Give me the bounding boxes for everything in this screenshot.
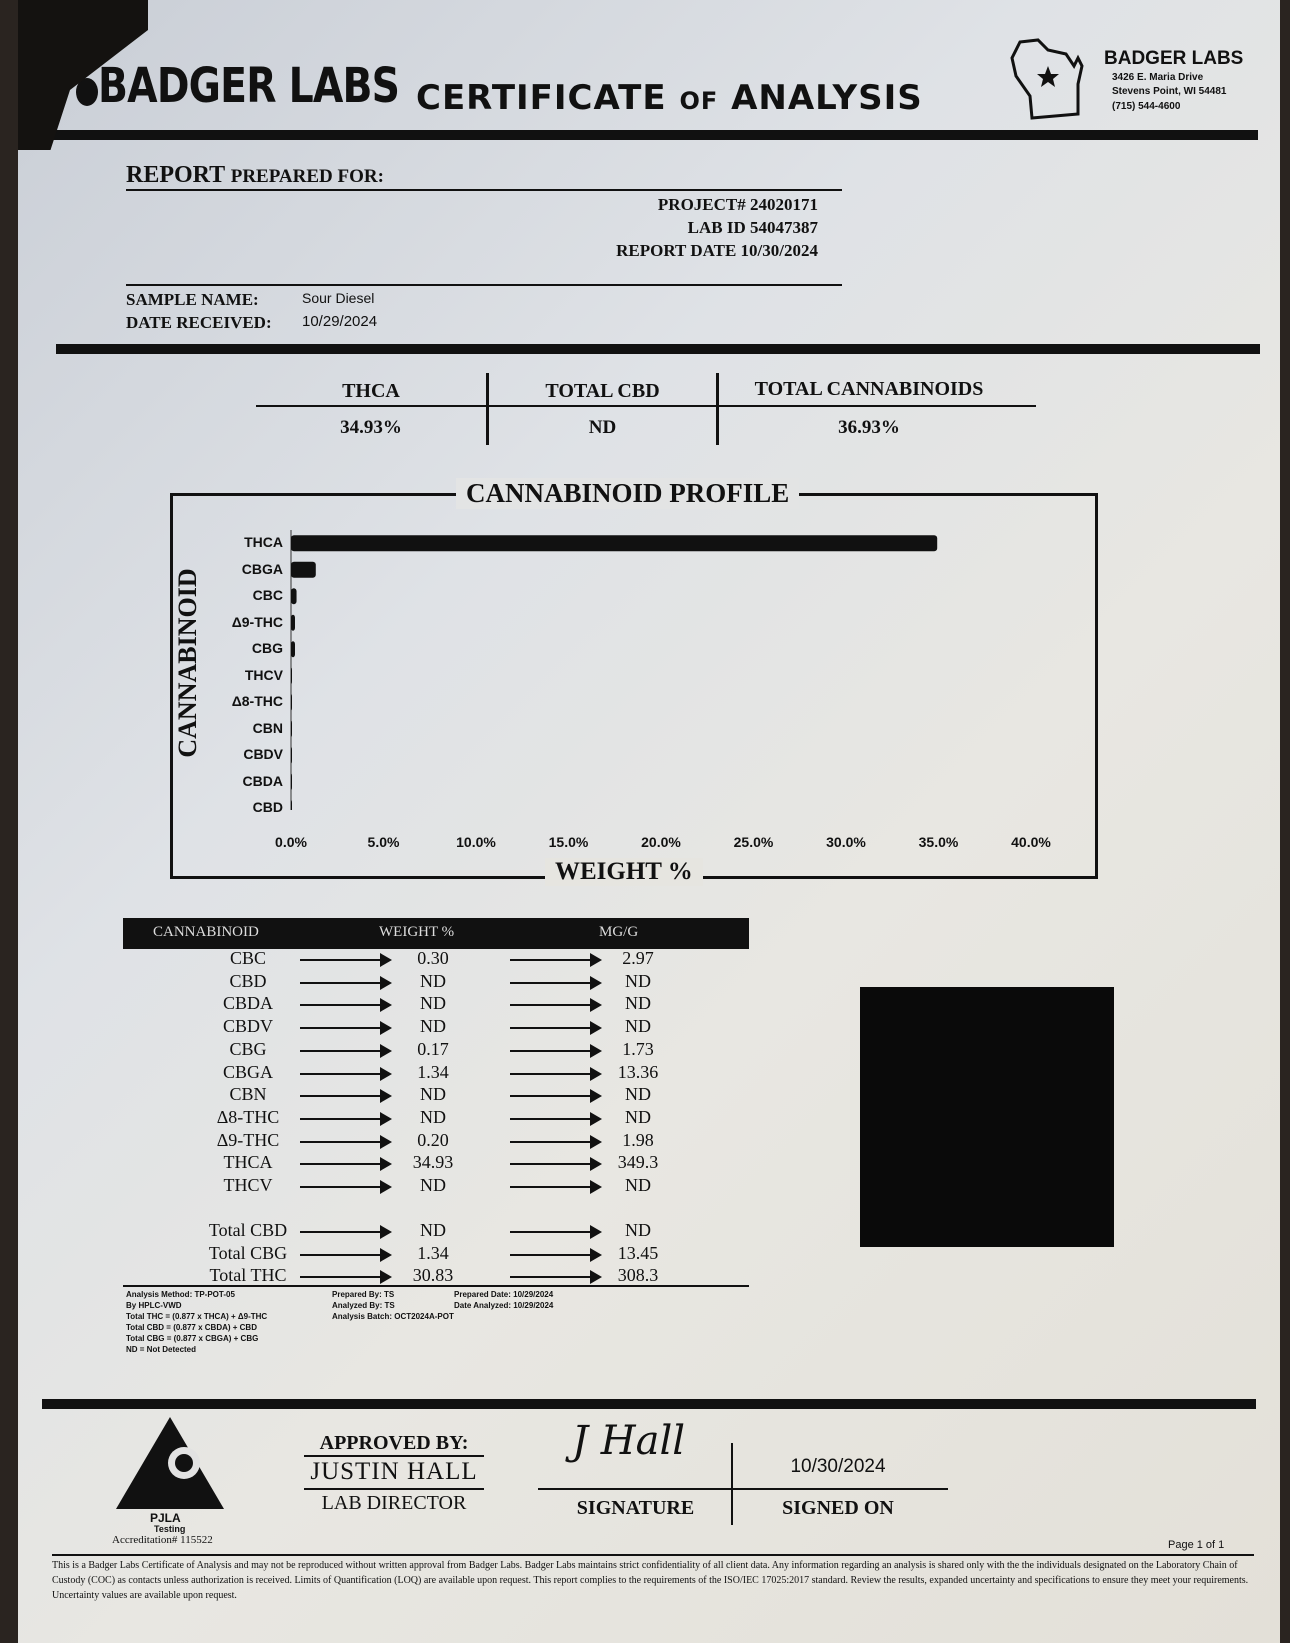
row-mgg: ND [625, 993, 651, 1014]
arrow-icon [300, 1118, 390, 1120]
lab-name: BADGER LABS [1104, 48, 1244, 69]
section-divider [56, 344, 1260, 354]
redacted-image-block [860, 987, 1114, 1247]
footer-divider [42, 1399, 1256, 1409]
summary-thca-label: THCA [342, 380, 400, 402]
row-weight: ND [420, 1016, 446, 1037]
summary-rule [256, 405, 1036, 407]
signature-divider [731, 1443, 733, 1525]
report-date-line: REPORT DATE 10/30/2024 [616, 241, 818, 260]
summary-cbd-label: TOTAL CBD [545, 380, 660, 402]
sample-name-value: Sour Diesel [302, 290, 375, 306]
row-mgg: ND [625, 970, 651, 991]
row-cannabinoid: Δ8-THC [216, 1106, 280, 1127]
arrow-icon [300, 1254, 390, 1256]
arrow-icon [300, 982, 390, 984]
table-row [138, 948, 768, 970]
arrow-icon [300, 1186, 390, 1188]
method-note-line: Total THC = (0.877 x THCA) + Δ9-THC [126, 1312, 268, 1321]
date-info: Prepared Date: 10/29/2024 Date Analyzed: 10/29/2024 [454, 1290, 554, 1310]
category-label: THCA [244, 534, 283, 550]
row-cannabinoid: CBDA [222, 993, 273, 1014]
logo-text: BADGER LABS [98, 58, 400, 114]
pjla-name: PJLA [150, 1511, 181, 1525]
disclaimer-rule [52, 1554, 1254, 1556]
table-row [138, 1107, 768, 1129]
method-note-line: ND = Not Detected [126, 1345, 197, 1354]
row-weight: ND [420, 1175, 446, 1195]
row-weight: ND [420, 1084, 446, 1105]
signature-image: J Hall [572, 1418, 686, 1464]
arrow-icon [510, 1141, 600, 1143]
sample-rule [126, 284, 842, 286]
category-label: CBDV [243, 746, 283, 762]
row-mgg: 349.3 [617, 1152, 659, 1173]
row-mgg: ND [625, 1084, 651, 1105]
row-weight: ND [420, 970, 446, 991]
row-weight: 0.17 [417, 1038, 449, 1059]
row-mgg: 13.36 [617, 1061, 659, 1082]
arrow-icon [510, 1231, 600, 1233]
table-row [138, 1152, 768, 1174]
analyzed-by-value: TS [384, 1301, 395, 1310]
arrow-icon [300, 1027, 390, 1029]
prepared-for-heading [126, 162, 384, 189]
lab-address-line1: 3426 E. Maria Drive [1112, 72, 1204, 83]
x-tick-label: 20.0% [641, 834, 681, 850]
row-weight: 0.20 [417, 1129, 449, 1150]
category-label: Δ9-THC [231, 613, 283, 630]
row-weight: ND [420, 1106, 446, 1127]
arrow-icon [510, 1118, 600, 1120]
bar-cbg [291, 641, 295, 657]
table-row [138, 1243, 768, 1265]
certificate-page [18, 0, 1280, 1643]
table-row [138, 1175, 768, 1197]
row-cannabinoid: CBG [229, 1038, 267, 1059]
category-label: CBN [252, 719, 283, 736]
lab-phone: (715) 544-4600 [1112, 101, 1181, 112]
arrow-icon [510, 1073, 600, 1075]
x-tick-label: 0.0% [275, 834, 307, 850]
row-cannabinoid: THCV [223, 1175, 273, 1195]
row-weight: 1.34 [417, 1242, 449, 1263]
project-value: 24020171 [750, 195, 818, 214]
method-note-line: Total CBG = (0.877 x CBGA) + CBG [126, 1334, 259, 1343]
category-label: CBGA [241, 560, 283, 577]
row-mgg: 13.45 [617, 1242, 659, 1263]
arrow-icon [510, 1163, 600, 1165]
wisconsin-map-icon [1008, 36, 1092, 122]
category-label: CBD [252, 799, 283, 815]
table-row [138, 993, 768, 1015]
category-label: THCV [244, 666, 283, 683]
category-label: CBC [252, 587, 283, 603]
lab-address-line2: Stevens Point, WI 54481 [1112, 86, 1227, 97]
table-row [138, 1130, 768, 1152]
arrow-icon [510, 1095, 600, 1097]
arrow-icon [510, 1254, 600, 1256]
table-row [138, 971, 768, 993]
page-number: Page 1 of 1 [1168, 1539, 1225, 1551]
title-of: OF [679, 87, 719, 115]
bar-thca [291, 535, 937, 551]
cannabinoid-bar-chart [286, 530, 1046, 810]
row-mgg: 308.3 [617, 1265, 659, 1286]
row-cannabinoid: CBN [229, 1084, 267, 1105]
table-header [123, 918, 749, 949]
row-mgg: 2.97 [622, 948, 654, 968]
category-label: Δ8-THC [231, 693, 283, 709]
date-received-value: 10/29/2024 [302, 313, 378, 330]
document-title [416, 78, 923, 118]
arrow-icon [300, 1050, 390, 1052]
table-row [138, 1084, 768, 1106]
arrow-icon [510, 1027, 600, 1029]
col-cannabinoid-header: CANNABINOID [153, 924, 259, 940]
prepared-for-rule [126, 189, 842, 191]
approved-rule-2 [304, 1488, 484, 1490]
row-mgg: ND [625, 1106, 651, 1127]
summary-thca-value: 34.93% [340, 417, 402, 438]
date-analyzed-value: 10/29/2024 [513, 1301, 554, 1310]
table-row [138, 1039, 768, 1061]
lab-id-line: LAB ID 54047387 [687, 218, 818, 237]
category-label: CBDA [242, 772, 283, 789]
bar-cbda [291, 774, 292, 790]
summary-total-label: TOTAL CANNABINOIDS [754, 378, 984, 400]
col-mgg-header: MG/G [599, 924, 639, 940]
header-divider [50, 130, 1258, 140]
prepared-date-value: 10/29/2024 [513, 1290, 554, 1299]
arrow-icon [300, 1231, 390, 1233]
method-notes [126, 1289, 326, 1355]
col-weight-header: WEIGHT % [379, 924, 455, 940]
arrow-icon [510, 982, 600, 984]
arrow-icon [510, 1050, 600, 1052]
bar-cbdv [291, 747, 292, 763]
bar--9-thc [291, 615, 295, 631]
disclaimer-text: This is a Badger Labs Certificate of Analysis and may not be reproduced without written approval from Badger Labs. Badger Labs maintains strict confidentiality of all client data. Any information regarding an analysis is shared only with the the individuals designated on the Laboratory Chain of Custody (COC) as contacts unless authorization is received. Limits of Quantification (LOQ) are available upon request. This report complies to the requirements of the ISO/IEC 17025:2017 standard. Review the results, expanded uncertainty and specifications to ensure they meet your requirements. Uncertainty values are available upon request. [52, 1560, 1249, 1601]
arrow-icon [300, 1163, 390, 1165]
row-mgg: 1.98 [622, 1129, 654, 1150]
row-cannabinoid: THCA [223, 1152, 273, 1173]
date-received-label: DATE RECEIVED: [126, 313, 272, 332]
row-weight: ND [420, 1220, 446, 1240]
report-ids [518, 193, 818, 262]
x-tick-label: 5.0% [367, 834, 400, 850]
arrow-icon [510, 959, 600, 961]
row-weight: ND [420, 993, 446, 1014]
bar-thcv [291, 668, 292, 684]
arrow-icon [510, 1186, 600, 1188]
category-label: CBG [251, 640, 283, 656]
title-part2: ANALYSIS [731, 78, 923, 118]
signed-date: 10/30/2024 [790, 1456, 886, 1477]
signature-label: SIGNATURE [576, 1497, 695, 1519]
arrow-icon [300, 1141, 390, 1143]
prepared-for-suffix: PREPARED FOR: [230, 166, 384, 187]
row-cannabinoid: CBGA [222, 1061, 273, 1082]
x-tick-label: 10.0% [456, 834, 496, 850]
method-note-line: By HPLC-VWD [126, 1301, 182, 1310]
pjla-sub: Testing [154, 1524, 186, 1534]
row-mgg: ND [625, 1016, 651, 1037]
arrow-icon [300, 1004, 390, 1006]
row-mgg: ND [625, 1220, 651, 1240]
chart-category-labels [188, 530, 283, 815]
x-tick-label: 40.0% [1011, 834, 1051, 850]
prepared-by-value: TS [384, 1290, 395, 1299]
method-note-line: Total CBD = (0.877 x CBDA) + CBD [126, 1323, 257, 1332]
arrow-icon [300, 1095, 390, 1097]
signed-on-label: SIGNED ON [782, 1497, 894, 1519]
approver-name: JUSTIN HALL [310, 1458, 478, 1485]
summary-total-value: 36.93% [838, 417, 900, 438]
signature-rule [538, 1488, 948, 1490]
arrow-icon [300, 1276, 390, 1278]
row-weight: 1.34 [417, 1061, 449, 1082]
row-cannabinoid: CBC [229, 948, 267, 968]
title-part1: CERTIFICATE [416, 78, 667, 118]
method-note-line: Analysis Method: TP-POT-05 [126, 1290, 235, 1299]
approver-title: LAB DIRECTOR [321, 1492, 467, 1514]
chart-x-ticks [275, 834, 1051, 854]
row-weight: 30.83 [412, 1265, 454, 1286]
pjla-logo-icon [114, 1415, 226, 1511]
row-cannabinoid: Δ9-THC [216, 1129, 280, 1150]
bar-cbga [291, 562, 316, 578]
table-bottom-rule [123, 1285, 749, 1287]
row-cannabinoid: CBDV [222, 1016, 273, 1037]
approved-by-label: APPROVED BY: [319, 1432, 469, 1454]
x-tick-label: 35.0% [918, 834, 959, 850]
x-tick-label: 15.0% [548, 834, 589, 850]
bar--8-thc [291, 694, 292, 710]
chart-title: CANNABINOID PROFILE [456, 478, 799, 509]
x-tick-label: 25.0% [733, 834, 774, 850]
batch-value: OCT2024A-POT [394, 1312, 454, 1321]
bar-cbn [291, 721, 292, 737]
row-cannabinoid: CBD [229, 970, 267, 991]
prep-info: Prepared By: TS Analyzed By: TS Analysis Batch: OCT2024A-POT [332, 1290, 454, 1321]
accreditation-number: Accreditation# 115522 [112, 1534, 213, 1546]
project-line: PROJECT# 24020171 [657, 195, 818, 214]
report-date-value: 10/30/2024 [740, 241, 818, 260]
bar-cbd [291, 800, 292, 810]
chart-y-axis-label: CANNABINOID [173, 568, 202, 758]
bar-cbc [291, 588, 297, 604]
row-weight: 0.30 [417, 948, 449, 968]
prepared-for-label: REPORT [126, 162, 225, 188]
arrow-icon [300, 959, 390, 961]
chart-x-axis-label: WEIGHT % [545, 858, 703, 886]
table-row [138, 1220, 768, 1242]
arrow-icon [300, 1073, 390, 1075]
sample-name-label: SAMPLE NAME: [126, 290, 259, 309]
table-row [138, 1016, 768, 1038]
x-tick-label: 30.0% [826, 834, 866, 850]
row-mgg: ND [625, 1175, 651, 1195]
row-cannabinoid: Total THC [209, 1265, 287, 1286]
table-row [138, 1062, 768, 1084]
row-cannabinoid: Total CBD [208, 1220, 288, 1240]
row-mgg: 1.73 [622, 1038, 654, 1059]
row-weight: 34.93 [412, 1152, 454, 1173]
arrow-icon [510, 1004, 600, 1006]
lab-id-value: 54047387 [750, 218, 818, 237]
approved-rule-1 [304, 1455, 484, 1457]
row-cannabinoid: Total CBG [208, 1242, 288, 1263]
summary-cbd-value: ND [588, 417, 617, 438]
arrow-icon [510, 1276, 600, 1278]
